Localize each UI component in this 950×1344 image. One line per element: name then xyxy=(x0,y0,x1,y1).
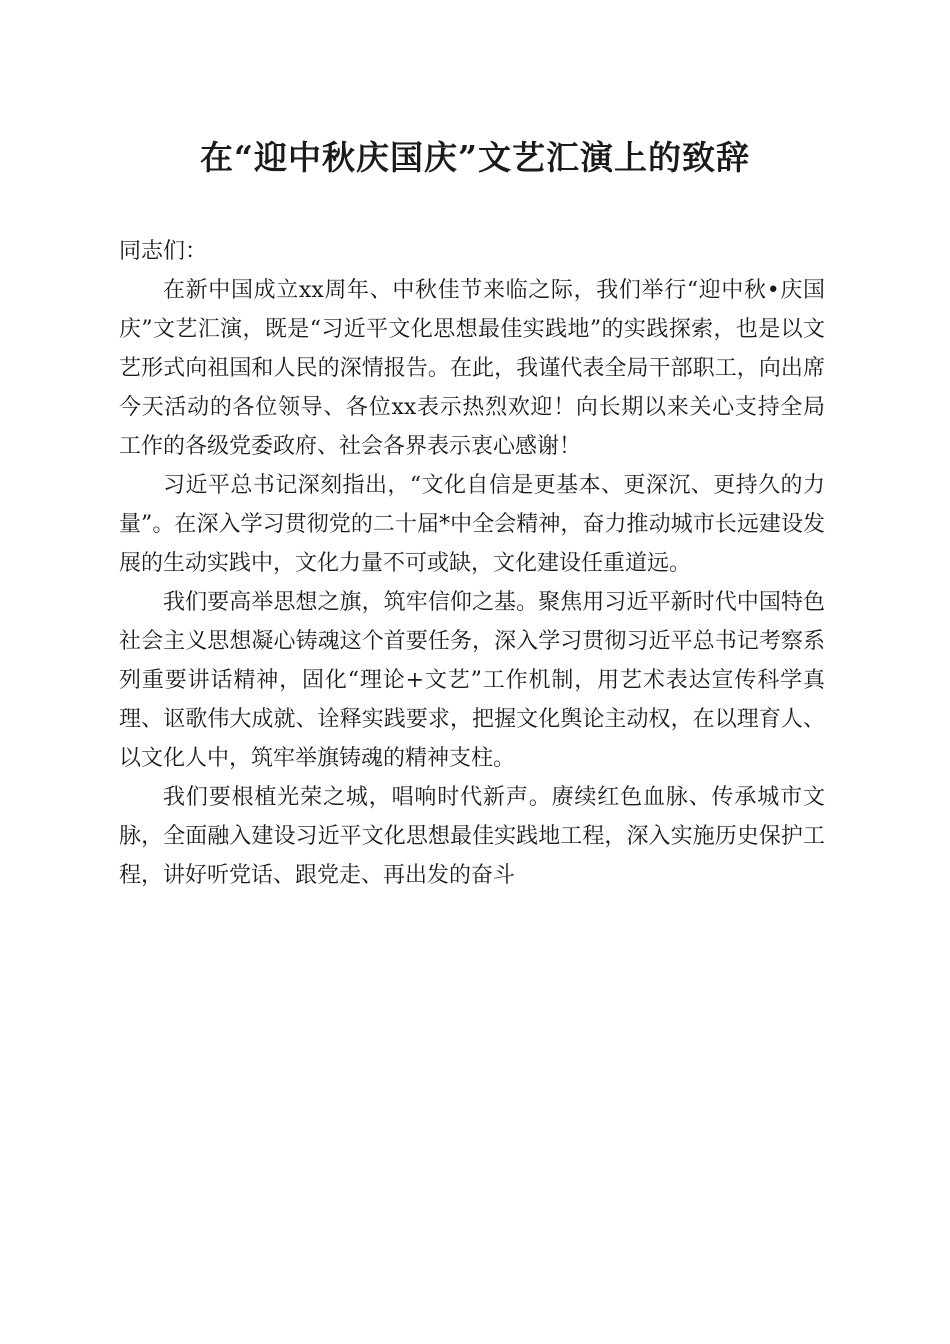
salutation: 同志们： xyxy=(119,239,208,264)
paragraph: 我们要根植光荣之城，唱响时代新声。赓续红色血脉、传承城市文脉，全面融入建设习近平文化思想最佳实践地工程，深入实施历史保护工程，讲好听党话、跟党走、再出发的奋斗 xyxy=(119,785,825,888)
paragraph: 我们要高举思想之旗，筑牢信仰之基。聚焦用习近平新时代中国特色社会主义思想凝心铸魂这个首要任务，深入学习贯彻习近平总书记考察系列重要讲话精神，固化“理论+文艺”工作机制，用艺术表达宣传科学真理、讴歌伟大成就、诠释实践要求，把握文化舆论主动权，在以理育人、以文化人中，筑牢举旗铸魂的精神支柱。 xyxy=(119,590,825,771)
document-body xyxy=(119,232,825,895)
paragraph: 习近平总书记深刻指出，“文化自信是更基本、更深沉、更持久的力量”。在深入学习贯彻党的二十届*中全会精神，奋力推动城市长远建设发展的生动实践中，文化力量不可或缺，文化建设任重道远。 xyxy=(119,473,825,576)
paragraph: 在新中国成立xx周年、中秋佳节来临之际，我们举行“迎中秋•庆国庆”文艺汇演，既是“习近平文化思想最佳实践地”的实践探索，也是以文艺形式向祖国和人民的深情报告。在此，我谨代表全局干部职工，向出席今天活动的各位领导、各位xx表示热烈欢迎！向长期以来关心支持全局工作的各级党委政府、社会各界表示衷心感谢！ xyxy=(119,278,825,459)
document-title: 在“迎中秋庆国庆”文艺汇演上的致辞 xyxy=(200,138,750,177)
